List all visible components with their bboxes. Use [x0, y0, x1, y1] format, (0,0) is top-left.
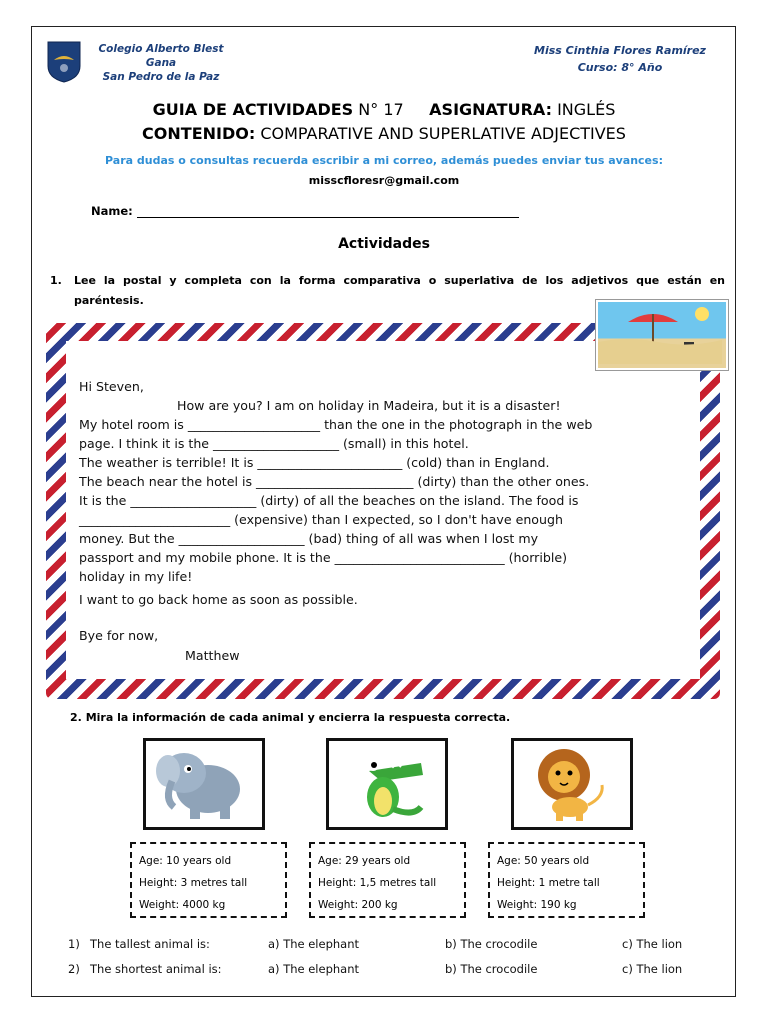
letter-line: The weather is terrible! It is _______________________ (cold) than in England.	[79, 455, 550, 470]
letter-closing: Bye for now,	[79, 628, 159, 643]
guide-label: GUIA DE ACTIVIDADES	[152, 100, 354, 119]
instruction-2-text: Mira la información de cada animal y encierra la respuesta correcta.	[85, 711, 511, 724]
subject-value: INGLÉS	[557, 100, 616, 119]
question-text: The tallest animal is:	[90, 937, 210, 951]
letter-line: ________________________ (expensive) than I expected, so I don't have enough	[79, 512, 563, 527]
lion-weight: Weight: 190 kg	[497, 899, 577, 911]
teacher-name: Miss Cinthia Flores Ramírez	[534, 44, 706, 57]
option-b[interactable]: b) The crocodile	[445, 937, 538, 951]
question-text: The shortest animal is:	[90, 962, 222, 976]
elephant-weight: Weight: 4000 kg	[139, 899, 226, 911]
elephant-icon	[146, 741, 262, 827]
school-line1: Colegio Alberto Blest Gana	[98, 43, 224, 69]
option-b[interactable]: b) The crocodile	[445, 962, 538, 976]
lion-icon	[514, 741, 630, 827]
letter-line: My hotel room is _____________________ than the one in the photograph in the web	[79, 417, 593, 432]
option-c[interactable]: c) The lion	[622, 962, 683, 976]
letter-line: I want to go back home as soon as possible.	[79, 592, 358, 607]
crocodile-image	[326, 738, 448, 830]
option-a[interactable]: a) The elephant	[268, 962, 360, 976]
course-label: Curso: 8° Año	[577, 61, 663, 74]
question-number: 1)	[68, 937, 80, 951]
crocodile-age: Age: 29 years old	[318, 855, 411, 867]
crocodile-info-box	[309, 842, 466, 918]
question-number: 2)	[68, 962, 80, 976]
lion-image	[511, 738, 633, 830]
beach-umbrella-icon	[598, 302, 722, 364]
elephant-info-box	[130, 842, 287, 918]
elephant-age: Age: 10 years old	[139, 855, 232, 867]
letter-line: page. I think it is the ____________________ (small) in this hotel.	[79, 436, 469, 451]
lion-info-box	[488, 842, 645, 918]
letter-line: How are you? I am on holiday in Madeira, but it is a disaster!	[177, 398, 561, 413]
lion-age: Age: 50 years old	[497, 855, 590, 867]
school-crest-icon	[46, 40, 82, 84]
school-line2: San Pedro de la Paz	[102, 71, 220, 83]
guide-number: N° 17	[358, 100, 404, 119]
elephant-height: Height: 3 metres tall	[139, 877, 248, 889]
name-label: Name:	[91, 204, 133, 218]
crocodile-icon	[329, 741, 445, 827]
activities-heading: Actividades	[338, 236, 430, 252]
crocodile-weight: Weight: 200 kg	[318, 899, 398, 911]
content-label: CONTENIDO:	[142, 124, 256, 143]
letter-greeting: Hi Steven,	[79, 379, 144, 394]
instruction-2-number: 2.	[70, 711, 82, 724]
lion-height: Height: 1 metre tall	[497, 877, 600, 889]
content-title	[0, 124, 768, 143]
instruction-1-text: Lee la postal y completa con la forma comparativa o superlativa de los adjetivos que están en paréntesis.	[74, 274, 725, 307]
letter-signature: Matthew	[185, 648, 240, 663]
letter-line: It is the ____________________ (dirty) of all the beaches on the island. The food is	[79, 493, 579, 508]
option-c[interactable]: c) The lion	[622, 937, 683, 951]
teacher-info	[520, 42, 720, 76]
subject-label: ASIGNATURA:	[429, 100, 552, 119]
school-name	[86, 42, 236, 84]
letter-line: The beach near the hotel is _________________________ (dirty) than the other ones.	[79, 474, 590, 489]
beach-stamp-image	[596, 300, 728, 370]
letter-line: holiday in my life!	[79, 569, 193, 584]
instruction-1-number: 1.	[50, 274, 62, 287]
info-line: Para dudas o consultas recuerda escribir a mi correo, además puedes enviar tus avances:	[105, 154, 663, 167]
name-field-line[interactable]	[137, 217, 519, 218]
elephant-image	[143, 738, 265, 830]
letter-line: money. But the ____________________ (bad) thing of all was when I lost my	[79, 531, 539, 546]
option-a[interactable]: a) The elephant	[268, 937, 360, 951]
crocodile-height: Height: 1,5 metres tall	[318, 877, 437, 889]
letter-line: passport and my mobile phone. It is the ___________________________ (horrible)	[79, 550, 568, 565]
guide-title	[0, 100, 768, 119]
postcard-body	[66, 341, 700, 679]
instruction-2	[70, 711, 510, 724]
email-address: misscfloresr@gmail.com	[308, 174, 460, 187]
content-value: COMPARATIVE AND SUPERLATIVE ADJECTIVES	[260, 124, 626, 143]
